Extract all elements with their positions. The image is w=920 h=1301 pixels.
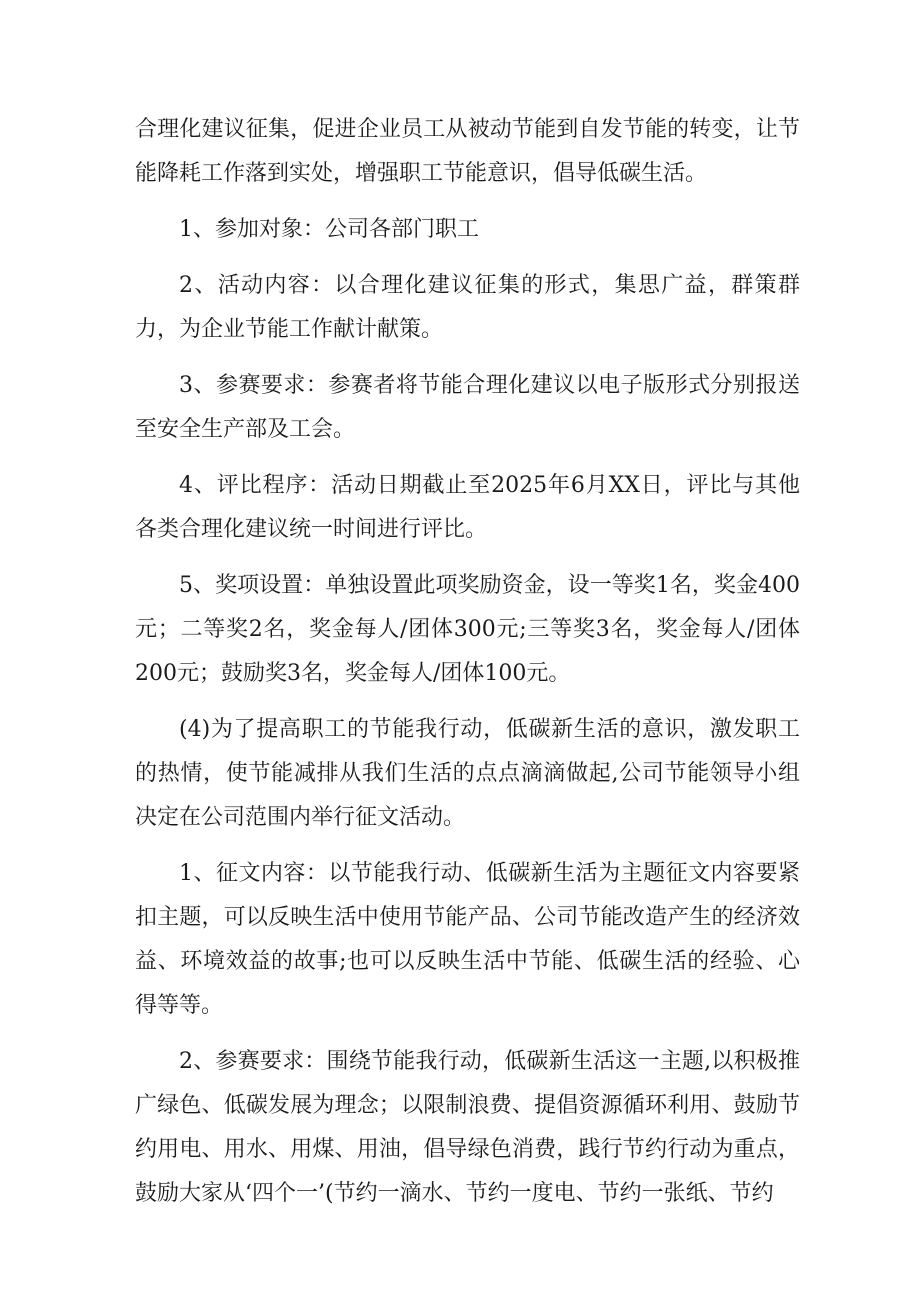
paragraph-evaluation-procedure: 4、评比程序：活动日期截止至2025年6月XX日，评比与其他各类合理化建议统一时间进行评比。 bbox=[135, 473, 800, 542]
paragraph-activity-content: 2、活动内容：以合理化建议征集的形式，集思广益，群策群力，为企业节能工作献计献策。 bbox=[135, 273, 800, 342]
paragraph-participants: 1、参加对象：公司各部门职工 bbox=[179, 217, 479, 242]
paragraph-essay-content: 1、征文内容：以节能我行动、低碳新生活为主题征文内容要紧扣主题，可以反映生活中使用节能产品、公司节能改造产生的经济效益、环境效益的故事;也可以反映生活中节能、低碳生活的经验、心得等等。 bbox=[135, 861, 800, 1018]
paragraph-entry-requirements: 3、参赛要求：参赛者将节能合理化建议以电子版形式分别报送至安全生产部及工会。 bbox=[135, 373, 800, 442]
paragraph-awards: 5、奖项设置：单独设置此项奖励资金，设一等奖1名，奖金400元；二等奖2名，奖金每人/团体300元;三等奖3名，奖金每人/团体200元；鼓励奖3名，奖金每人/团体100元。 bbox=[135, 573, 800, 686]
paragraph-continuation: 合理化建议征集，促进企业员工从被动节能到自发节能的转变，让节能降耗工作落到实处，增强职工节能意识，倡导低碳生活。 bbox=[135, 117, 800, 186]
paragraph-essay-activity: (4)为了提高职工的节能我行动，低碳新生活的意识，激发职工的热情，使节能减排从我们生活的点点滴滴做起,公司节能领导小组决定在公司范围内举行征文活动。 bbox=[135, 717, 800, 830]
paragraph-essay-requirements: 2、参赛要求：围绕节能我行动，低碳新生活这一主题,以积极推广绿色、低碳发展为理念；以限制浪费、提倡资源循环利用、鼓励节约用电、用水、用煤、用油，倡导绿色消费，践行节约行动为重点，鼓励大家从‘四个一’(节约一滴水、节约一度电、节约一张纸、节约 bbox=[135, 1049, 800, 1206]
document-body bbox=[135, 108, 800, 1228]
